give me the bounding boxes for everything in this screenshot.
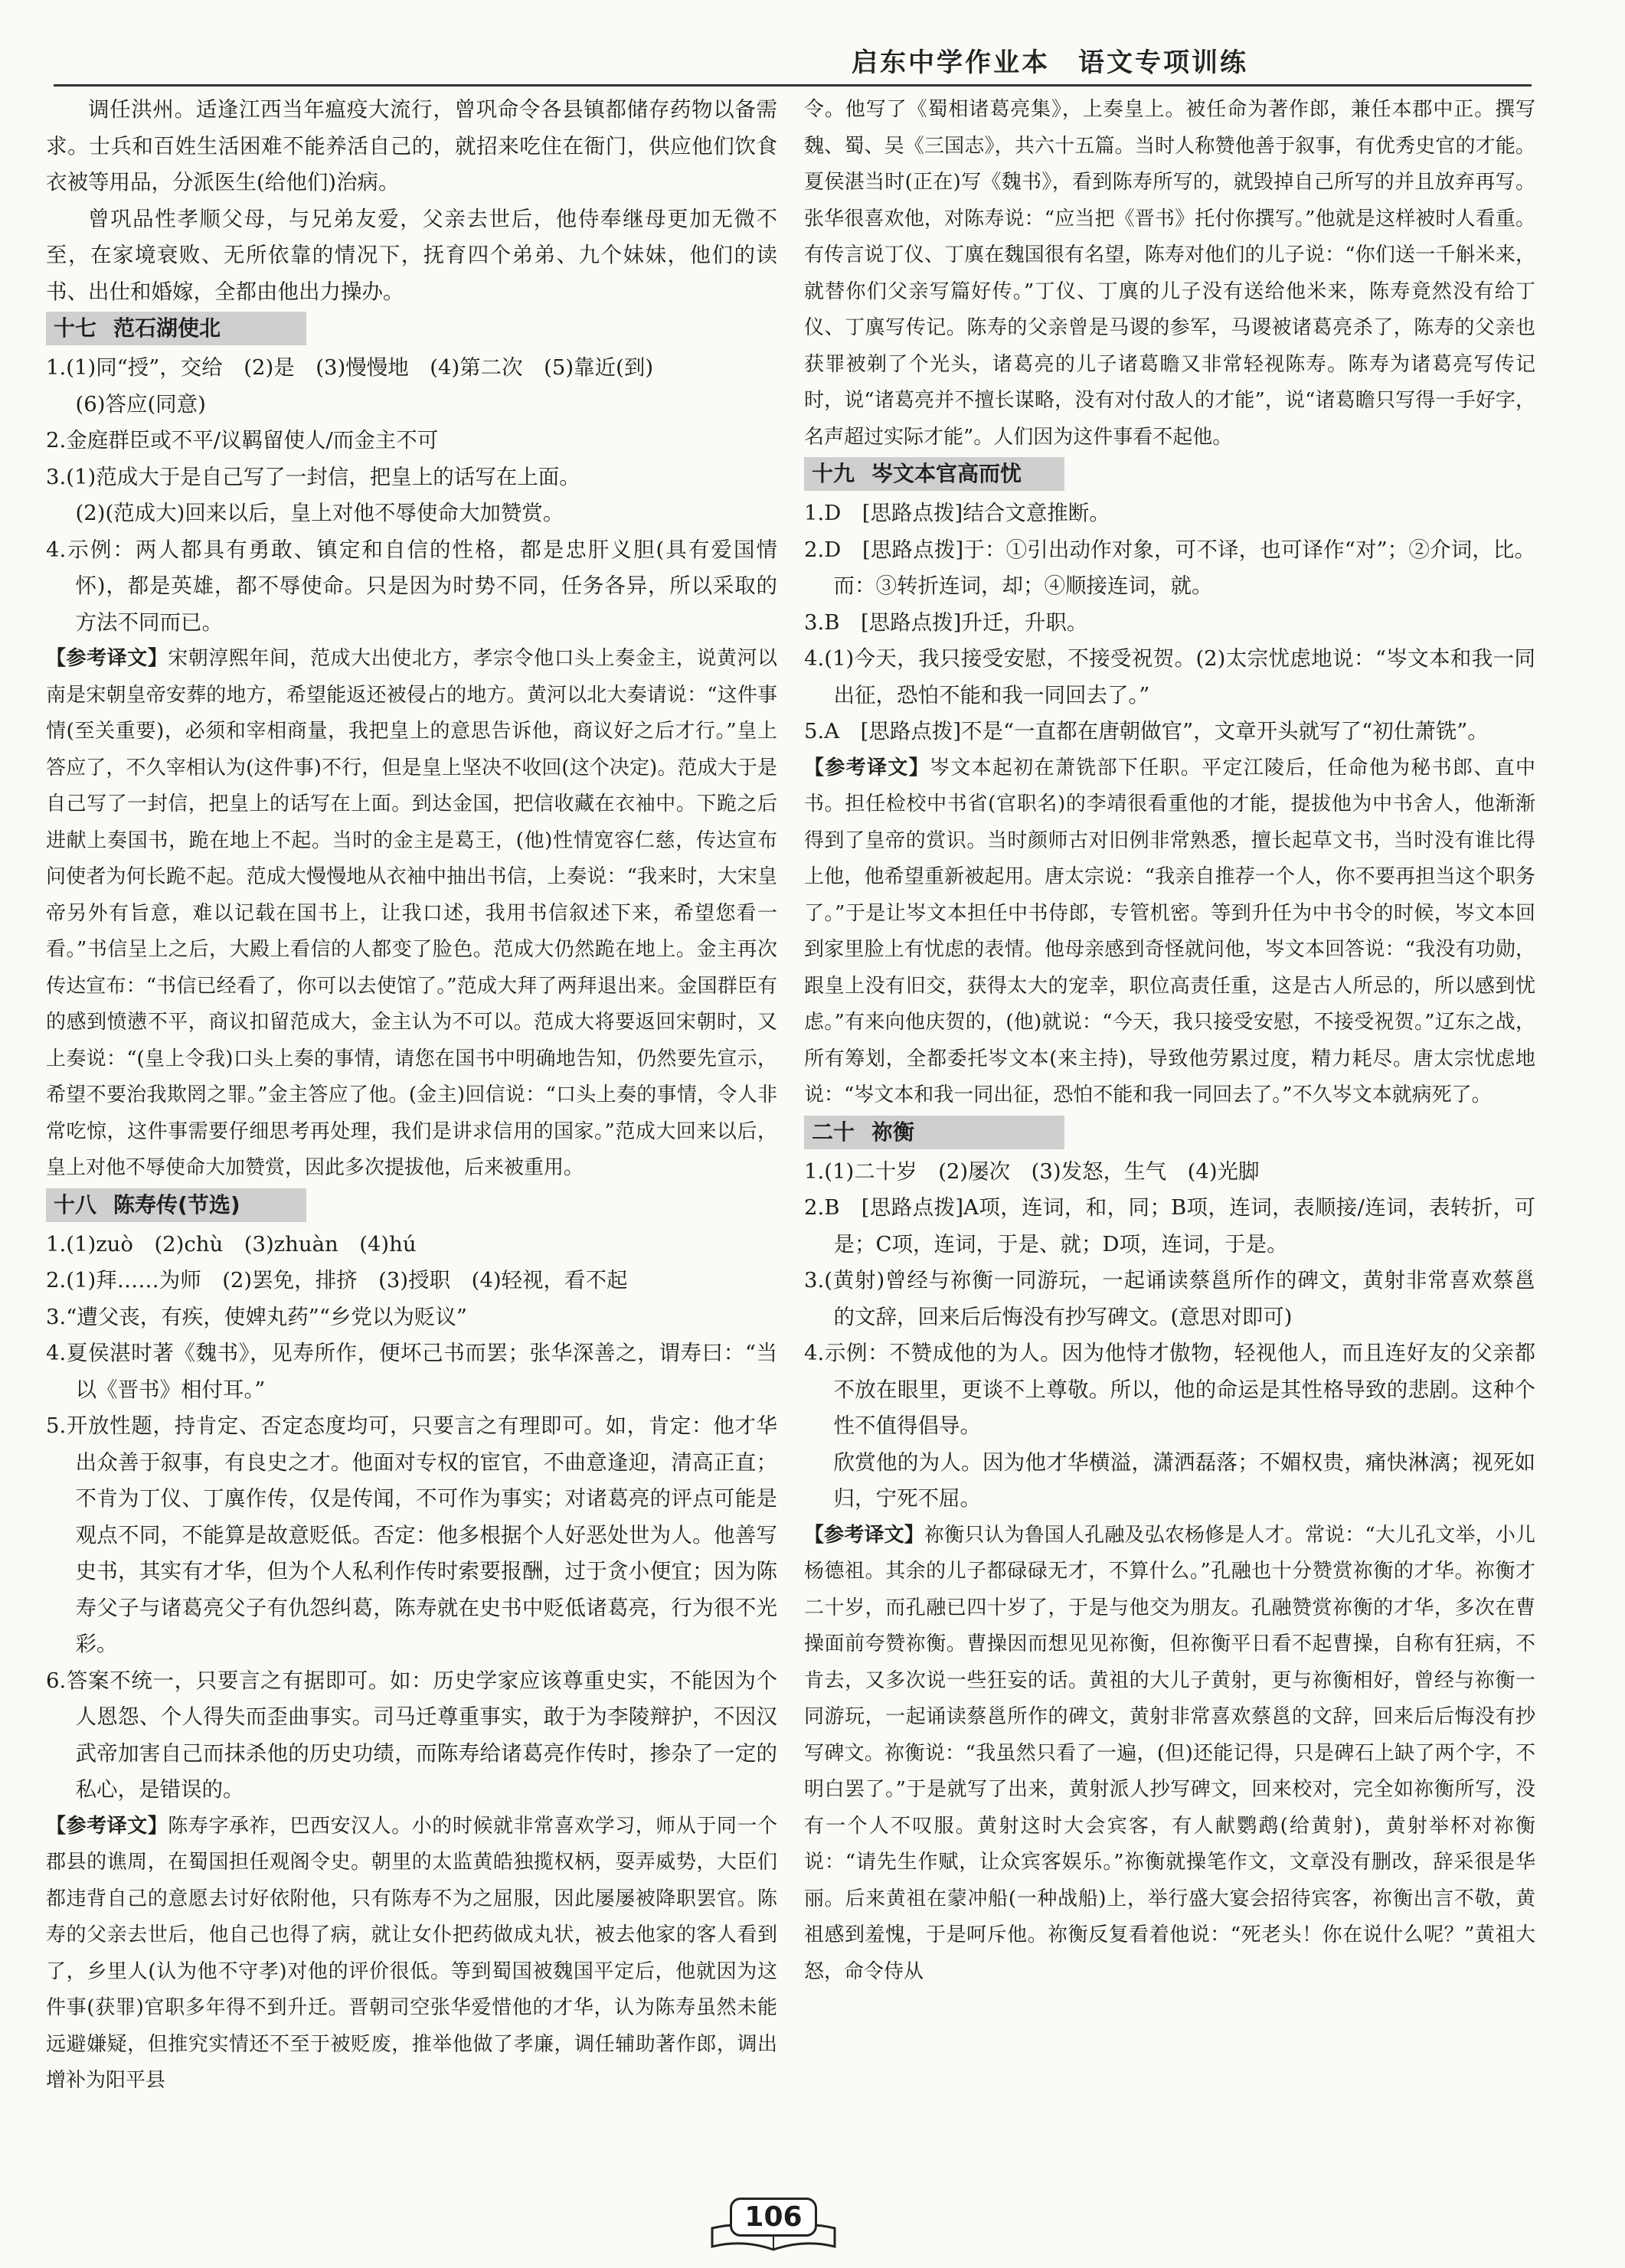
answer-item: 3.“遭父丧，有疾，使婢丸药”“乡党以为贬议” bbox=[46, 1304, 467, 1329]
answer-item: 1.(1)zuò (2)chù (3)zhuàn (4)hú bbox=[46, 1231, 417, 1257]
reference-translation bbox=[804, 750, 1535, 1114]
answer-item: 6.答案不统一，只要言之有据即可。如：历史学家应该尊重史实，不能因为个人恩怨、个人得失而歪曲事实。司马迁尊重事实，敢于为李陵辩护，不因汉武帝加害自己而抹杀他的历史功绩，而陈寿给诸葛亮作传时，掺杂了一定的私心，是错误的。 bbox=[46, 1668, 777, 1802]
section-heading-18 bbox=[46, 1188, 306, 1222]
right-column bbox=[804, 92, 1535, 1990]
answer-item: 3.(黄射)曾经与祢衡一同游玩，一起诵读蔡邕所作的碑文，黄射非常喜欢蔡邕的文辞，回来后后悔没有抄写碑文。(意思对即可) bbox=[804, 1268, 1535, 1329]
answer-item: 4.示例：两人都具有勇敢、镇定和自信的性格，都是忠肝义胆(具有爱国情怀)，都是英雄，都不辱使命。只是因为时势不同，任务各异，所以采取的方法不同而已。 bbox=[46, 537, 777, 635]
answer-item: 4.(1)今天，我只接受安慰，不接受祝贺。(2)太宗忧虑地说：“岑文本和我一同出征，恐怕不能和我一同回去了。” bbox=[804, 646, 1535, 708]
translation-label: 【参考译文】 bbox=[804, 1523, 924, 1547]
translation-label: 【参考译文】 bbox=[46, 1814, 168, 1838]
intro-paragraph: 调任洪州。适逢江西当年瘟疫大流行，曾巩命令各县镇都储存药物以备需求。士兵和百姓生活困难不能养活自己的，就招来吃住在衙门，供应他们饮食衣被等用品，分派医生(给他们)治病。 bbox=[46, 97, 777, 194]
answer-item: 2.(1)拜……为师 (2)罢免，排挤 (3)授职 (4)轻视，看不起 bbox=[46, 1268, 628, 1292]
reference-translation bbox=[804, 1518, 1535, 1991]
answer-item: 2.B [思路点拨]A项，连词，和，同；B项，连词，表顺接/连词，表转折，可是；C项，连词，于是、就；D项，连词，于是。 bbox=[804, 1195, 1535, 1257]
answer-item: 1.(1)二十岁 (2)屡次 (3)发怒，生气 (4)光脚 bbox=[804, 1159, 1260, 1184]
section-heading-17 bbox=[46, 312, 306, 345]
answer-item: 5.开放性题，持肯定、否定态度均可，只要言之有理即可。如，肯定：他才华出众善于叙事，有良史之才。他面对专权的宦官，不曲意逢迎，清高正直；不肯为丁仪、丁廙作传，仅是传闻，不可作为事实；对诸葛亮的评点可能是观点不同，不能算是故意贬低。否定：他多根据个人好恶处世为人。他善写史书，其实有才华，但为个人私利作传时索要报酬，过于贪小便宜；因为陈寿父子与诸葛亮父子有仇怨纠葛，陈寿就在史书中贬低诸葛亮，行为很不光彩。 bbox=[46, 1413, 777, 1656]
left-column bbox=[46, 92, 777, 2100]
header-title: 启东中学作业本 语文专项训练 bbox=[852, 47, 1248, 78]
answer-subitem: (2)(范成大)回来以后，皇上对他不辱使命大加赞赏。 bbox=[75, 501, 564, 525]
answer-subitem: 欣赏他的为人。因为他才华横溢，潇洒磊落；不媚权贵，痛快淋漓；视死如归，宁死不屈。 bbox=[833, 1449, 1535, 1511]
section-number: 十七 bbox=[54, 315, 97, 341]
section-heading-19 bbox=[804, 457, 1064, 491]
answer-item: 1.D [思路点拨]结合文意推断。 bbox=[804, 501, 1110, 525]
section-number: 十八 bbox=[54, 1191, 97, 1217]
answer-subitem: (6)答应(同意) bbox=[75, 391, 206, 417]
section-title: 范石湖使北 bbox=[113, 315, 221, 341]
section-title: 陈寿传(节选) bbox=[113, 1191, 240, 1217]
translation-text: 祢衡只认为鲁国人孔融及弘农杨修是人才。常说：“大儿孔文举，小儿杨德祖。其余的儿子都碌碌无才，不算什么。”孔融也十分赞赏祢衡的才华。祢衡才二十岁，而孔融已四十岁了，于是与他交为朋友。孔融赞赏祢衡的才华，多次在曹操面前夸赞祢衡。曹操因而想见见祢衡，但祢衡平日看不起曹操，自称有狂病，不肯去，又多次说一些狂妄的话。黄祖的大儿子黄射，更与祢衡相好，曾经与祢衡一同游玩，一起诵读蔡邕所作的碑文，黄射非常喜欢蔡邕的文辞，回来后后悔没有抄写碑文。祢衡说：“我虽然只看了一遍，(但)还能记得，只是碑石上缺了两个字，不明白罢了。”于是就写了出来，黄射派人抄写碑文，回来校对，完全如祢衡所写，没有一个人不叹服。黄射这时大会宾客，有人献鹦鹉(给黄射)，黄射举杯对祢衡说：“请先生作赋，让众宾客娱乐。”祢衡就操笔作文，文章没有删改，辞采很是华丽。后来黄祖在蒙冲船(一种战船)上，举行盛大宴会招待宾客，祢衡出言不敬，黄祖感到羞愧，于是呵斥他。祢衡反复看着他说：“死老头！你在说什么呢？”黄祖大怒，命令侍从 bbox=[804, 1523, 1535, 1983]
translation-label: 【参考译文】 bbox=[46, 647, 168, 670]
answer-item: 4.夏侯湛时著《魏书》，见寿所作，便坏己书而罢；张华深善之，谓寿曰：“当以《晋书》相付耳。” bbox=[46, 1341, 777, 1402]
answer-item: 3.B [思路点拨]升迁，升职。 bbox=[804, 609, 1088, 635]
answer-item: 2.D [思路点拨]于：①引出动作对象，可不译，也可译作“对”；②介词，比。而：③转折连词，却；④顺接连词，就。 bbox=[804, 537, 1535, 598]
page-number bbox=[727, 2188, 819, 2245]
translation-text: 宋朝淳熙年间，范成大出使北方，孝宗令他口头上奏金主，说黄河以南是宋朝皇帝安葬的地方，希望能返还被侵占的地方。黄河以北大奏请说：“这件事情(至关重要)，必须和宰相商量，我把皇上的意思告诉他，商议好之后才行。”皇上答应了，不久宰相认为(这件事)不行，但是皇上坚决不收回(这个决定)。范成大于是自己写了一封信，把皇上的话写在上面。到达金国，把信收藏在衣袖中。下跪之后进献上奏国书，跪在地上不起。当时的金主是葛王，(他)性情宽容仁慈，传达宣布问使者为何长跪不起。范成大慢慢地从衣袖中抽出书信，上奏说：“我来时，大宋皇帝另外有旨意，难以记载在国书上，让我口述，我用书信叙述下来，希望您看一看。”书信呈上之后，大殿上看信的人都变了脸色。范成大仍然跪在地上。金主再次传达宣布：“书信已经看了，你可以去使馆了。”范成大拜了两拜退出来。金国群臣有的感到愤懑不平，商议扣留范成大，金主认为不可以。范成大将要返回宋朝时，又上奏说：“(皇上令我)口头上奏的事情，请您在国书中明确地告知，仍然要先宣示，希望不要治我欺罔之罪。”金主答应了他。(金主)回信说：“口头上奏的事情，令人非常吃惊，这件事需要仔细思考再处理，我们是讲求信用的国家。”范成大回来以后，皇上对他不辱使命大加赞赏，因此多次提拔他，后来被重用。 bbox=[46, 647, 777, 1179]
answer-item: 5.A [思路点拨]不是“一直都在唐朝做官”，文章开头就写了“初仕萧铣”。 bbox=[804, 719, 1489, 743]
reference-translation bbox=[46, 1809, 777, 2100]
page-number-text: 106 bbox=[730, 2198, 816, 2237]
answer-item: 4.示例：不赞成他的为人。因为他恃才傲物，轻视他人，而且连好友的父亲都不放在眼里，更谈不上尊敬。所以，他的命运是其性格导致的悲剧。这种个性不值得倡导。 bbox=[804, 1341, 1535, 1438]
continued-translation: 令。他写了《蜀相诸葛亮集》，上奏皇上。被任命为著作郎，兼任本郡中正。撰写魏、蜀、吴《三国志》，共六十五篇。当时人称赞他善于叙事，有优秀史官的才能。夏侯湛当时(正在)写《魏书》，看到陈寿所写的，就毁掉自己所写的并且放弃再写。张华很喜欢他，对陈寿说：“应当把《晋书》托付你撰写。”他就是这样被时人看重。有传言说丁仪、丁廙在魏国很有名望，陈寿对他们的儿子说：“你们送一千斛米来，就替你们父亲写篇好传。”丁仪、丁廙的儿子没有送给他米来，陈寿竟然没有给丁仪、丁廙写传记。陈寿的父亲曾是马谡的参军，马谡被诸葛亮杀了，陈寿的父亲也获罪被剃了个光头，诸葛亮的儿子诸葛瞻又非常轻视陈寿。陈寿为诸葛亮写传记时，说“诸葛亮并不擅长谋略，没有对付敌人的才能”，说“诸葛瞻只写得一手好字，名声超过实际才能”。人们因为这件事看不起他。 bbox=[804, 98, 1535, 449]
page-header bbox=[54, 37, 1532, 87]
section-title: 祢衡 bbox=[871, 1119, 915, 1145]
section-heading-20 bbox=[804, 1116, 1064, 1149]
translation-text: 陈寿字承祚，巴西安汉人。小的时候就非常喜欢学习，师从于同一个郡县的谯周，在蜀国担任观阁令史。朝里的太监黄皓独揽权柄，耍弄威势，大臣们都违背自己的意愿去讨好依附他，只有陈寿不为之屈服，因此屡屡被降职罢官。陈寿的父亲去世后，他自己也得了病，就让女仆把药做成丸状，被去他家的客人看到了，乡里人(认为他不守孝)对他的评价很低。等到蜀国被魏国平定后，他就因为这件事(获罪)官职多年得不到升迁。晋朝司空张华爱惜他的才华，认为陈寿虽然未能远避嫌疑，但推究实情还不至于被贬废，推举他做了孝廉，调任辅助著作郎，调出增补为阳平县 bbox=[46, 1814, 777, 2092]
reference-translation bbox=[46, 641, 777, 1187]
translation-label: 【参考译文】 bbox=[804, 756, 930, 779]
answer-item: 3.(1)范成大于是自己写了一封信，把皇上的话写在上面。 bbox=[46, 464, 580, 489]
translation-text: 岑文本起初在萧铣部下任职。平定江陵后，任命他为秘书郎、直中书。担任检校中书省(官职名)的李靖很看重他的才能，提拔他为中书舍人，他渐渐得到了皇帝的赏识。当时颜师古对旧例非常熟悉，擅长起草文书，当时没有谁比得上他，他希望重新被起用。唐太宗说：“我亲自推荐一个人，你不要再担当这个职务了。”于是让岑文本担任中书侍郎，专管机密。等到升任为中书令的时候，岑文本回到家里脸上有忧虑的表情。他母亲感到奇怪就问他，岑文本回答说：“我没有功勋，跟皇上没有旧交，获得太大的宠幸，职位高责任重，这是古人所忌的，所以感到忧虑。”有来向他庆贺的，(他)就说：“今天，我只接受安慰，不接受祝贺。”辽东之战，所有筹划，全都委托岑文本(来主持)，导致他劳累过度，精力耗尽。唐太宗忧虑地说：“岑文本和我一同出征，恐怕不能和我一同回去了。”不久岑文本就病死了。 bbox=[804, 756, 1535, 1106]
answer-item: 2.金庭群臣或不平/议羁留使人/而金主不可 bbox=[46, 428, 439, 453]
answer-item: 1.(1)同“授”，交给 (2)是 (3)慢慢地 (4)第二次 (5)靠近(到) bbox=[46, 355, 654, 380]
intro-paragraph: 曾巩品性孝顺父母，与兄弟友爱，父亲去世后，他侍奉继母更加无微不至，在家境衰败、无所依靠的情况下，抚育四个弟弟、九个妹妹，他们的读书、出仕和婚嫁，全都由他出力操办。 bbox=[46, 206, 777, 304]
section-number: 十九 bbox=[812, 461, 855, 486]
section-title: 岑文本官高而忧 bbox=[871, 461, 1022, 486]
section-number: 二十 bbox=[812, 1119, 855, 1145]
